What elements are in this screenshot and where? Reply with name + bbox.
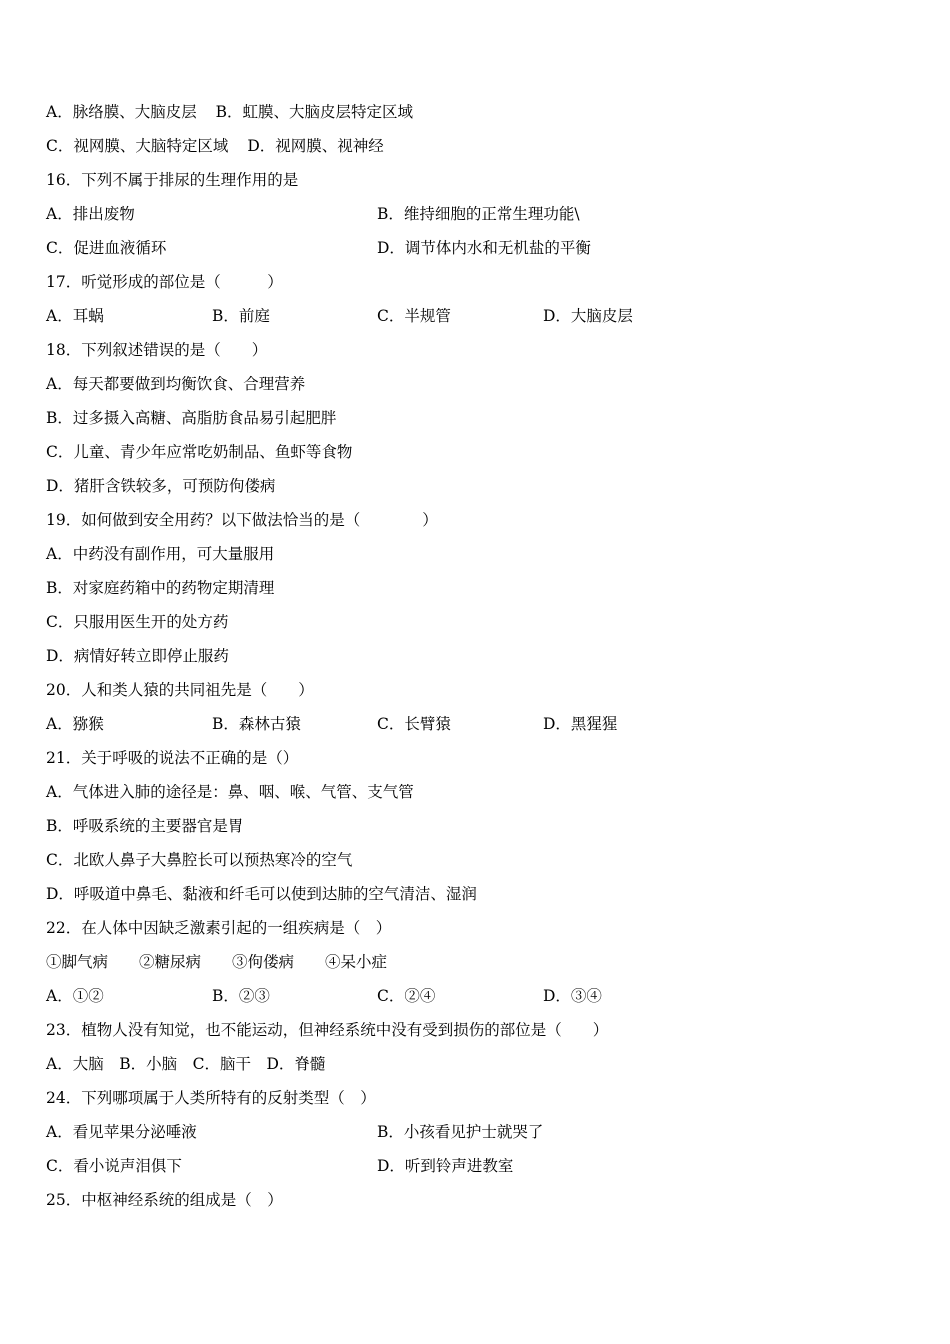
q15-option-a: A．脉络膜、大脑皮层 <box>46 103 197 121</box>
q21-option-a: A．气体进入肺的途径是：鼻、咽、喉、气管、支气管 <box>46 783 414 801</box>
q17-option-d: D．大脑皮层 <box>543 307 633 325</box>
q18-option-c: C．儿童、青少年应常吃奶制品、鱼虾等食物 <box>46 443 353 461</box>
q22-option-b: B．②③ <box>212 987 270 1005</box>
q22-stem: 22．在人体中因缺乏激素引起的一组疾病是（ ） <box>46 919 392 937</box>
q19-stem: 19．如何做到安全用药？以下做法恰当的是（ ） <box>46 511 438 529</box>
q21-option-d: D．呼吸道中鼻毛、黏液和纤毛可以使到达肺的空气清洁、湿润 <box>46 885 477 903</box>
q17-options-row <box>46 303 633 329</box>
q16-option-a: A．排出废物 <box>46 205 135 223</box>
q17-option-a: A．耳蜗 <box>46 307 104 325</box>
q21-option-b: B．呼吸系统的主要器官是胃 <box>46 817 244 835</box>
q24-option-d: D．听到铃声进教室 <box>377 1157 514 1175</box>
q22-options-row <box>46 983 602 1009</box>
q20-options-row <box>46 711 618 737</box>
q16-stem: 16．下列不属于排尿的生理作用的是 <box>46 171 299 189</box>
q20-stem: 20．人和类人猿的共同祖先是（ ） <box>46 681 314 699</box>
q20-option-d: D．黑猩猩 <box>543 715 618 733</box>
q17-option-c: C．半规管 <box>377 307 451 325</box>
q18-option-b: B．过多摄入高糖、高脂肪食品易引起肥胖 <box>46 409 337 427</box>
q23-options: A．大脑 B．小脑 C．脑干 D．脊髓 <box>46 1055 326 1073</box>
q16-options-row-1 <box>46 201 580 227</box>
q19-option-a: A．中药没有副作用，可大量服用 <box>46 545 275 563</box>
q18-stem: 18．下列叙述错误的是（ ） <box>46 341 268 359</box>
q24-option-b: B．小孩看见护士就哭了 <box>377 1123 544 1141</box>
q20-option-c: C．长臂猿 <box>377 715 451 733</box>
q16-option-c: C．促进血液循环 <box>46 239 167 257</box>
q22-option-d: D．③④ <box>543 987 602 1005</box>
q22-option-c: C．②④ <box>377 987 436 1005</box>
q22-option-a: A．①② <box>46 987 104 1005</box>
q16-options-row-2 <box>46 235 591 261</box>
q20-option-b: B．森林古猿 <box>212 715 301 733</box>
q15-option-c: C．视网膜、大脑特定区域 <box>46 137 229 155</box>
q24-option-a: A．看见苹果分泌唾液 <box>46 1123 197 1141</box>
q19-option-c: C．只服用医生开的处方药 <box>46 613 229 631</box>
q19-option-d: D．病情好转立即停止服药 <box>46 647 229 665</box>
q15-options-row-2 <box>46 133 384 159</box>
q24-options-row-2 <box>46 1153 514 1179</box>
q16-option-d: D．调节体内水和无机盐的平衡 <box>377 239 591 257</box>
q22-items: ①脚气病 ②糖尿病 ③佝偻病 ④呆小症 <box>46 953 388 971</box>
q18-option-d: D．猪肝含铁较多，可预防佝偻病 <box>46 477 276 495</box>
q16-option-b: B．维持细胞的正常生理功能\ <box>377 205 580 223</box>
q17-option-b: B．前庭 <box>212 307 270 325</box>
q23-stem: 23．植物人没有知觉，也不能运动，但神经系统中没有受到损伤的部位是（ ） <box>46 1021 609 1039</box>
q21-stem: 21．关于呼吸的说法不正确的是（） <box>46 749 299 767</box>
q15-option-d: D．视网膜、视神经 <box>247 137 384 155</box>
q19-option-b: B．对家庭药箱中的药物定期清理 <box>46 579 275 597</box>
q21-option-c: C．北欧人鼻子大鼻腔长可以预热寒冷的空气 <box>46 851 353 869</box>
q17-stem: 17．听觉形成的部位是（ ） <box>46 273 283 291</box>
q24-options-row-1 <box>46 1119 544 1145</box>
q15-option-b: B．虹膜、大脑皮层特定区域 <box>215 103 414 121</box>
q18-option-a: A．每天都要做到均衡饮食、合理营养 <box>46 375 306 393</box>
q24-option-c: C．看小说声泪俱下 <box>46 1157 182 1175</box>
q25-stem: 25．中枢神经系统的组成是（ ） <box>46 1191 283 1209</box>
q20-option-a: A．猕猴 <box>46 715 104 733</box>
q24-stem: 24．下列哪项属于人类所特有的反射类型（ ） <box>46 1089 376 1107</box>
q15-options-row-1 <box>46 99 413 125</box>
